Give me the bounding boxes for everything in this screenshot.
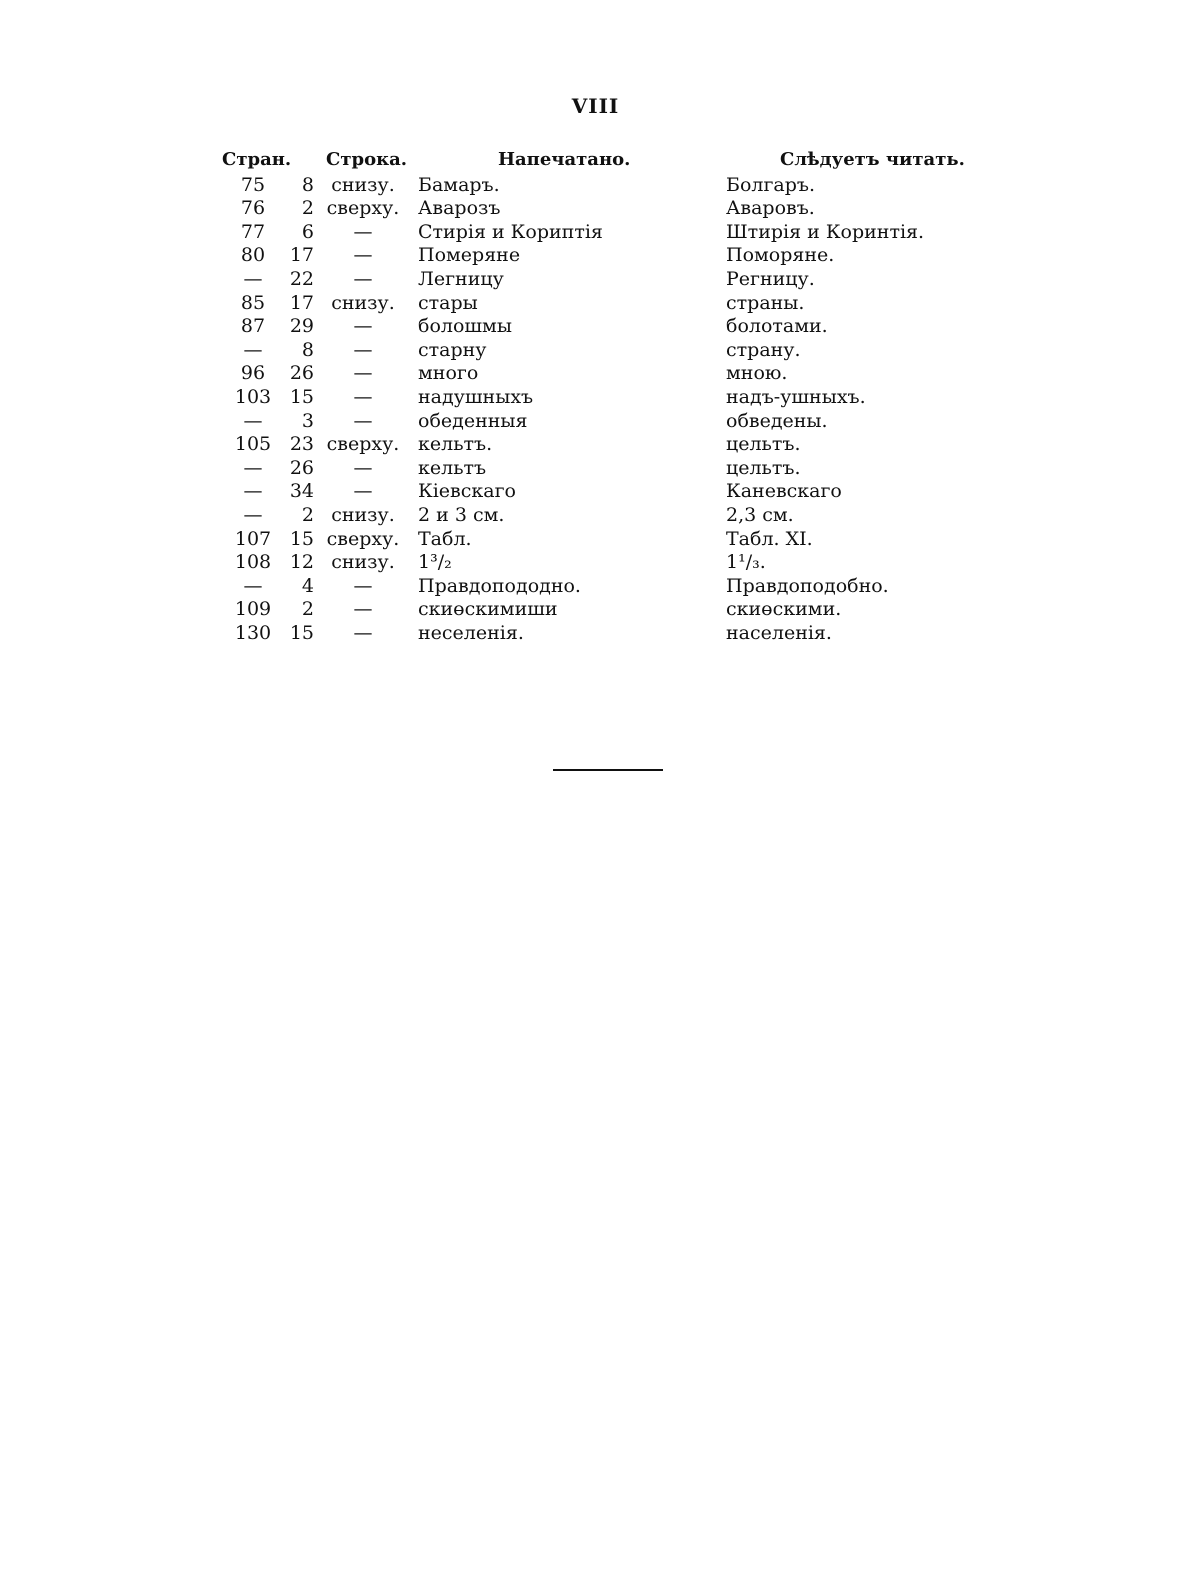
row-correct: населенія.: [726, 621, 832, 644]
row-page: 77: [240, 220, 266, 243]
row-printed: Правдопододно.: [418, 574, 581, 597]
errata-row: [222, 362, 982, 386]
errata-row: [222, 504, 982, 528]
row-printed: Аварозъ: [418, 197, 501, 220]
row-position: —: [353, 456, 373, 479]
row-page: 85: [240, 291, 266, 314]
row-position: —: [353, 480, 373, 503]
end-rule: [553, 769, 663, 771]
errata-row: [222, 598, 982, 622]
row-printed: Кіевскаго: [418, 480, 516, 503]
row-position: —: [353, 409, 373, 432]
row-position: сверху.: [326, 433, 400, 456]
row-correct: мною.: [726, 362, 788, 385]
row-position: снизу.: [331, 173, 395, 196]
row-line: 15: [289, 527, 314, 550]
row-printed: кельтъ: [418, 456, 487, 479]
row-position: снизу.: [331, 503, 395, 526]
row-printed: Легницу: [418, 267, 504, 290]
row-printed: Табл.: [418, 527, 472, 550]
row-page: 80: [240, 244, 266, 267]
row-position: —: [353, 220, 373, 243]
row-page: —: [243, 574, 263, 597]
errata-row: [222, 551, 982, 575]
row-printed: Бамаръ.: [418, 173, 500, 196]
errata-row: [222, 339, 982, 363]
row-position: снизу.: [331, 291, 395, 314]
row-correct: Правдоподобно.: [726, 574, 889, 597]
row-line: 15: [289, 621, 314, 644]
row-page: 75: [240, 173, 266, 196]
row-position: —: [353, 574, 373, 597]
errata-row: [222, 410, 982, 434]
row-page: 107: [234, 527, 272, 550]
row-correct: страну.: [726, 338, 801, 361]
errata-row: [222, 528, 982, 552]
errata-row: [222, 197, 982, 221]
errata-row: [222, 292, 982, 316]
row-line: 6: [301, 220, 314, 243]
row-correct: болотами.: [726, 315, 828, 338]
row-position: —: [353, 362, 373, 385]
row-line: 26: [289, 456, 314, 479]
row-correct: Штирія и Коринтія.: [726, 220, 925, 243]
row-printed: Померяне: [418, 244, 521, 267]
row-correct: обведены.: [726, 409, 828, 432]
row-line: 8: [301, 173, 314, 196]
errata-header-row: [222, 148, 982, 172]
errata-row: [222, 480, 982, 504]
row-position: —: [353, 244, 373, 267]
row-page: 96: [240, 362, 266, 385]
row-page: —: [243, 267, 263, 290]
row-page: —: [243, 456, 263, 479]
errata-table: [222, 148, 982, 645]
row-line: 23: [289, 433, 314, 456]
header-line: Строка.: [326, 149, 407, 170]
row-line: 29: [289, 315, 314, 338]
row-correct: страны.: [726, 291, 805, 314]
row-line: 8: [301, 338, 314, 361]
row-line: 2: [301, 197, 314, 220]
row-page: —: [243, 409, 263, 432]
row-line: 4: [301, 574, 314, 597]
errata-row: [222, 575, 982, 599]
header-printed: Напечатано.: [498, 149, 631, 170]
row-correct: Табл. XI.: [726, 527, 813, 550]
row-line: 17: [289, 291, 314, 314]
row-printed: стары: [418, 291, 478, 314]
errata-row: [222, 622, 982, 646]
row-correct: надъ-ушныхъ.: [726, 385, 866, 408]
row-correct: цельтъ.: [726, 433, 801, 456]
row-printed: болошмы: [418, 315, 512, 338]
row-line: 2: [301, 503, 314, 526]
row-position: сверху.: [326, 197, 400, 220]
row-printed: 1³/₂: [418, 551, 452, 574]
row-correct: Поморяне.: [726, 244, 835, 267]
header-page: Стран.: [222, 149, 292, 170]
row-page: 130: [234, 621, 272, 644]
errata-row: [222, 457, 982, 481]
errata-row: [222, 386, 982, 410]
row-position: —: [353, 621, 373, 644]
row-line: 17: [289, 244, 314, 267]
row-line: 12: [289, 551, 314, 574]
row-position: —: [353, 338, 373, 361]
row-page: 109: [234, 598, 272, 621]
row-line: 22: [289, 267, 314, 290]
errata-row: [222, 315, 982, 339]
errata-row: [222, 221, 982, 245]
row-correct: Аваровъ.: [726, 197, 815, 220]
row-position: —: [353, 315, 373, 338]
errata-row: [222, 268, 982, 292]
row-line: 34: [289, 480, 314, 503]
row-page: —: [243, 503, 263, 526]
row-printed: много: [418, 362, 479, 385]
row-correct: скиөскими.: [726, 598, 842, 621]
row-correct: Регницу.: [726, 267, 815, 290]
row-position: —: [353, 598, 373, 621]
row-position: —: [353, 267, 373, 290]
row-printed: обеденныя: [418, 409, 528, 432]
row-position: снизу.: [331, 551, 395, 574]
row-printed: 2 и 3 см.: [418, 503, 505, 526]
row-page: —: [243, 338, 263, 361]
row-printed: старну: [418, 338, 487, 361]
row-correct: 2,3 см.: [726, 503, 794, 526]
row-printed: скиөскимиши: [418, 598, 558, 621]
row-printed: надушныхъ: [418, 385, 534, 408]
row-line: 3: [301, 409, 314, 432]
row-line: 2: [301, 598, 314, 621]
row-position: сверху.: [326, 527, 400, 550]
row-page: 105: [234, 433, 272, 456]
header-correct: Слѣдуетъ читать.: [780, 149, 965, 170]
row-page: 87: [240, 315, 266, 338]
row-position: —: [353, 385, 373, 408]
page-number: VIII: [571, 94, 620, 118]
errata-row: [222, 244, 982, 268]
errata-row: [222, 174, 982, 198]
errata-row: [222, 433, 982, 457]
row-correct: цельтъ.: [726, 456, 801, 479]
row-page: 103: [234, 385, 272, 408]
row-correct: Болгаръ.: [726, 173, 816, 196]
row-printed: кельтъ.: [418, 433, 493, 456]
row-correct: 1¹/₃.: [726, 551, 766, 574]
row-page: —: [243, 480, 263, 503]
row-printed: неселенія.: [418, 621, 524, 644]
row-page: 108: [234, 551, 272, 574]
row-line: 15: [289, 385, 314, 408]
row-line: 26: [289, 362, 314, 385]
row-correct: Каневскаго: [726, 480, 842, 503]
row-page: 76: [240, 197, 266, 220]
row-printed: Стирія и Кориптія: [418, 220, 603, 243]
